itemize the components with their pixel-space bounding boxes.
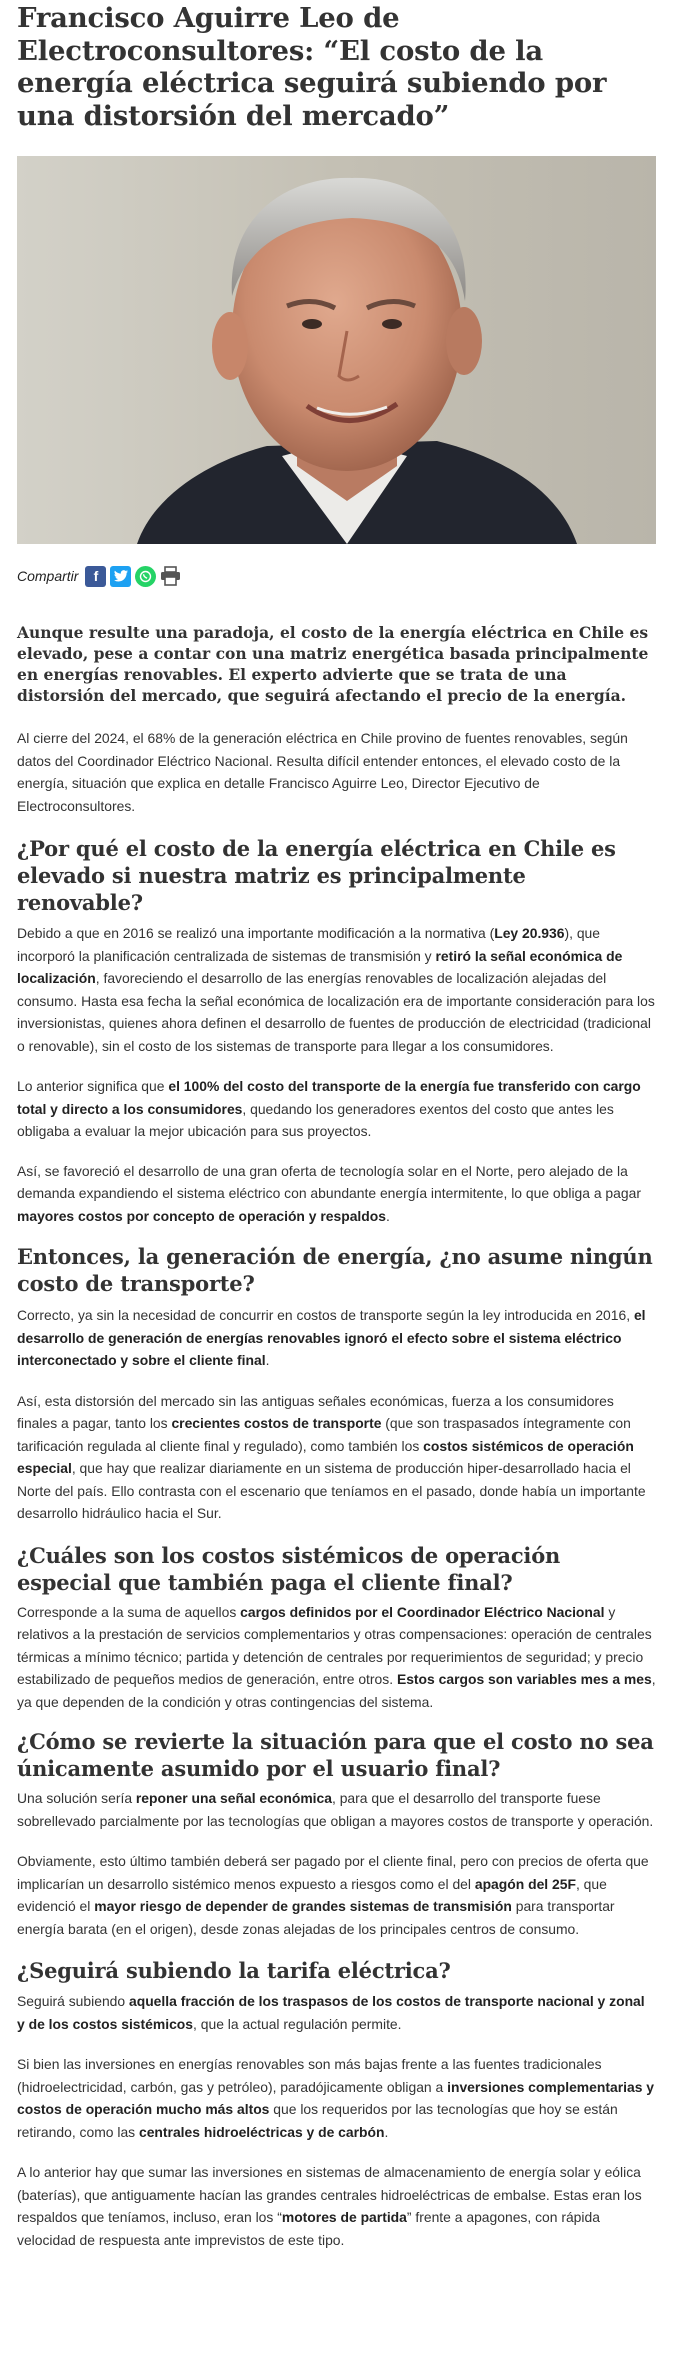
twitter-icon[interactable]: [110, 566, 131, 587]
paragraph-1: Debido a que en 2016 se realizó una importante modificación a la normativa (Ley 20.936), que incorporó la planificación centralizada de sistemas de transmisión y retiró la señal económica de localización, favoreciendo el desarrollo de las energías renovables de localización alejadas del consumo. Hasta esa fecha la señal económica de localización era de importante consideración para los inversionistas, quienes ahora definen el desarrollo de fuentes de producción de electricidad (tradicional o renovable), sin el costo de los sistemas de transporte para llegar a los consumidores.: [17, 925, 655, 1054]
paragraph-9: Seguirá subiendo aquella fracción de los traspasos de los costos de transporte nacional y zonal y de los costos sistémicos, que la actual regulación permite.: [17, 1993, 645, 2032]
section-heading-4: ¿Cómo se revierte la situación para que el costo no sea únicamente asumido por el usuario final?: [17, 1729, 654, 1781]
paragraph-7: Una solución sería reponer una señal económica, para que el desarrollo del transporte fuese sobrellevado parcialmente por las tecnologías que obligan a mayores costos de transporte y operación.: [17, 1790, 654, 1829]
share-label: Compartir: [17, 568, 79, 584]
portrait-photo: [17, 156, 656, 544]
paragraph-5: Así, esta distorsión del mercado sin las antiguas señales económicas, fuerza a los consumidores finales a pagar, tanto los crecientes costos de transporte (que son traspasados íntegramente con tarificación regulada al cliente final y regulado), como también los costos sistémicos de operación especial, que hay que realizar diariamente en un sistema de producción hiper-desarrollado hacia el Norte del país. Ello contrasta con el escenario que teníamos en el pasado, donde había un importante desarrollo hidráulico hacia el Sur.: [17, 1392, 646, 1521]
section-heading-2: Entonces, la generación de energía, ¿no asume ningún costo de transporte?: [17, 1244, 653, 1296]
facebook-icon[interactable]: f: [85, 566, 106, 587]
paragraph-4: Correcto, ya sin la necesidad de concurrir en costos de transporte según la ley introducida en 2016, el desarrollo de generación de energías renovables ignoró el efecto sobre el sistema eléctrico interconectado y sobre el cliente final.: [17, 1307, 646, 1368]
print-icon[interactable]: [160, 566, 181, 587]
paragraph-8: Obviamente, esto último también deberá ser pagado por el cliente final, pero con precios de oferta que implicarían un desarrollo sistémico menos expuesto a riesgos como el del apagón del 25F, que evidenció el mayor riesgo de depender de grandes sistemas de transmisión para transportar energía barata (en el origen), desde zonas alejadas de los principales centros de consumo.: [17, 1853, 649, 1937]
whatsapp-icon[interactable]: [135, 566, 156, 587]
article-lead: Aunque resulte una paradoja, el costo de la energía eléctrica en Chile es elevado, pese a contar con una matriz energética basada principalmente en energías renovables. El experto advierte que se trata de una distorsión del mercado, que seguirá afectando el precio de la energía.: [17, 623, 649, 705]
paragraph-2: Lo anterior significa que el 100% del costo del transporte de la energía fue transferido con cargo total y directo a los consumidores, quedando los generadores exentos del costo que antes les obligaba a evaluar la mejor ubicación para sus proyectos.: [17, 1078, 641, 1139]
paragraph-10: Si bien las inversiones en energías renovables son más bajas frente a las fuentes tradicionales (hidroelectricidad, carbón, gas y petróleo), paradójicamente obligan a inversiones complementarias y costos de operación mucho más altos que los requeridos por las tecnologías que hoy se están retirando, como las centrales hidroeléctricas y de carbón.: [17, 2056, 655, 2140]
share-bar: [17, 564, 656, 588]
paragraph-11: A lo anterior hay que sumar las inversiones en sistemas de almacenamiento de energía solar y eólica (baterías), que antiguamente hacían las grandes centrales hidroeléctricas de embalse. Estas eran los respaldos que teníamos, incluso, eran los “motores de partida” frente a apagones, con rápida velocidad de respuesta ante imprevistos de este tipo.: [17, 2164, 642, 2248]
section-heading-3: ¿Cuáles son los costos sistémicos de operación especial que también paga el cliente final?: [17, 1542, 561, 1595]
section-heading-5: ¿Seguirá subiendo la tarifa eléctrica?: [17, 1958, 451, 1983]
article-title: Francisco Aguirre Leo de Electroconsultores: “El costo de la energía eléctrica seguirá subiendo por una distorsión del mercado”: [17, 2, 607, 132]
paragraph-3: Así, se favoreció el desarrollo de una gran oferta de tecnología solar en el Norte, pero alejado de la demanda expandiendo el sistema eléctrico con abundante energía intermitente, lo que obliga a pagar mayores costos por concepto de operación y respaldos.: [17, 1162, 641, 1224]
paragraph-6: Corresponde a la suma de aquellos cargos definidos por el Coordinador Eléctrico Nacional y relativos a la prestación de servicios complementarios y otras compensaciones: operación de centrales térmicas a mínimo técnico; partida y detención de centrales por requerimientos de seguridad; y precio estabilizado de pequeños medios de generación, entre otros. Estos cargos son variables mes a mes, ya que dependen de la condición y otras contingencias del sistema.: [17, 1603, 656, 1710]
intro-paragraph: Al cierre del 2024, el 68% de la generación eléctrica en Chile provino de fuentes renovables, según datos del Coordinador Eléctrico Nacional. Resulta difícil entender entonces, el elevado costo de la energía, situación que explica en detalle Francisco Aguirre Leo, Director Ejecutivo de Electroconsultores.: [17, 730, 628, 814]
section-heading-1: ¿Por qué el costo de la energía eléctrica en Chile es elevado si nuestra matriz es principalmente renovable?: [17, 836, 616, 915]
